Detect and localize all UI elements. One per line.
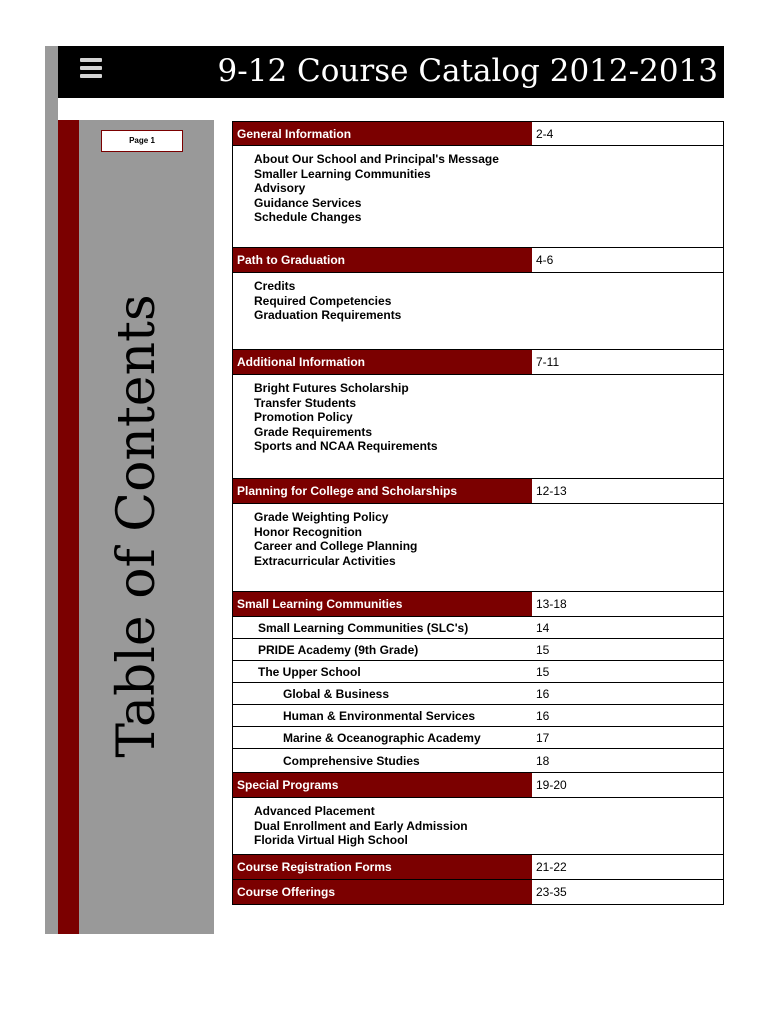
row-pages: 17 (536, 730, 550, 745)
table-row[interactable] (232, 749, 724, 773)
section-title: Path to Graduation (233, 248, 532, 272)
list-item: Transfer Students (254, 395, 357, 410)
section-item-list (232, 146, 724, 248)
page-number-label: Page 1 (101, 130, 183, 152)
menu-icon[interactable] (80, 58, 102, 80)
toc-section-header[interactable] (232, 592, 724, 617)
list-item: Promotion Policy (254, 410, 353, 424)
table-row[interactable] (232, 661, 724, 683)
section-pages: 12-13 (536, 484, 567, 498)
table-row[interactable] (232, 683, 724, 705)
list-item: Florida Virtual High School (254, 833, 408, 847)
left-gray-strip (45, 46, 58, 934)
section-pages: 21-22 (536, 860, 567, 874)
list-item: Schedule Changes (254, 210, 362, 224)
list-item: Credits (254, 279, 296, 293)
list-item: Career and College Planning (254, 539, 418, 553)
list-item: Required Competencies (254, 293, 392, 308)
vertical-section-title: Table of Contents (107, 294, 167, 758)
table-row[interactable] (232, 705, 724, 727)
table-row[interactable] (232, 617, 724, 639)
row-label: Marine & Oceanographic Academy (283, 730, 481, 745)
list-item: About Our School and Principal's Message (254, 152, 499, 166)
list-item: Sports and NCAA Requirements (254, 439, 438, 453)
section-pages: 23-35 (536, 885, 567, 899)
page-title: 9-12 Course Catalog 2012-2013 (217, 53, 718, 89)
list-item: Advisory (254, 181, 306, 195)
list-item: Honor Recognition (254, 524, 362, 539)
section-item-list (232, 273, 724, 350)
row-pages: 18 (536, 753, 550, 768)
list-item: Guidance Services (254, 195, 362, 210)
table-row[interactable] (232, 727, 724, 749)
list-item: Smaller Learning Communities (254, 166, 431, 181)
section-title: Small Learning Communities (233, 592, 532, 616)
list-item: Graduation Requirements (254, 308, 402, 322)
row-label: Human & Environmental Services (283, 708, 476, 723)
section-title: General Information (233, 122, 532, 145)
list-item: Grade Requirements (254, 424, 373, 439)
row-pages: 16 (536, 708, 550, 723)
section-item-list (232, 375, 724, 479)
list-item: Dual Enrollment and Early Admission (254, 818, 468, 833)
toc-section-header[interactable] (232, 350, 724, 375)
table-row[interactable] (232, 639, 724, 661)
list-item: Bright Futures Scholarship (254, 381, 409, 395)
row-pages: 14 (536, 620, 550, 635)
sidebar-red-band (58, 120, 79, 934)
table-of-contents (232, 121, 724, 905)
list-item: Extracurricular Activities (254, 553, 396, 568)
section-pages: 13-18 (536, 597, 567, 611)
row-label: The Upper School (258, 664, 361, 679)
row-label: Comprehensive Studies (283, 753, 420, 768)
toc-section-header[interactable] (232, 121, 724, 146)
header-bar (58, 46, 724, 98)
section-title: Course Registration Forms (233, 855, 532, 879)
row-pages: 16 (536, 686, 550, 701)
section-pages: 4-6 (536, 253, 554, 267)
section-pages: 2-4 (536, 126, 554, 141)
row-label: Global & Business (283, 686, 390, 701)
list-item: Grade Weighting Policy (254, 510, 389, 524)
toc-section-header[interactable] (232, 855, 724, 880)
section-pages: 7-11 (536, 355, 560, 369)
toc-section-header[interactable] (232, 773, 724, 798)
row-pages: 15 (536, 664, 550, 679)
toc-section-header[interactable] (232, 248, 724, 273)
section-pages: 19-20 (536, 778, 567, 792)
row-label: Small Learning Communities (SLC's) (258, 620, 469, 635)
section-title: Special Programs (233, 773, 532, 797)
section-item-list (232, 798, 724, 855)
section-item-list (232, 504, 724, 592)
section-title: Planning for College and Scholarships (233, 479, 532, 503)
row-pages: 15 (536, 642, 550, 657)
toc-section-header[interactable] (232, 880, 724, 905)
toc-section-header[interactable] (232, 479, 724, 504)
section-title: Additional Information (233, 350, 532, 374)
row-label: PRIDE Academy (9th Grade) (258, 642, 419, 657)
list-item: Advanced Placement (254, 804, 375, 818)
section-title: Course Offerings (233, 880, 532, 904)
